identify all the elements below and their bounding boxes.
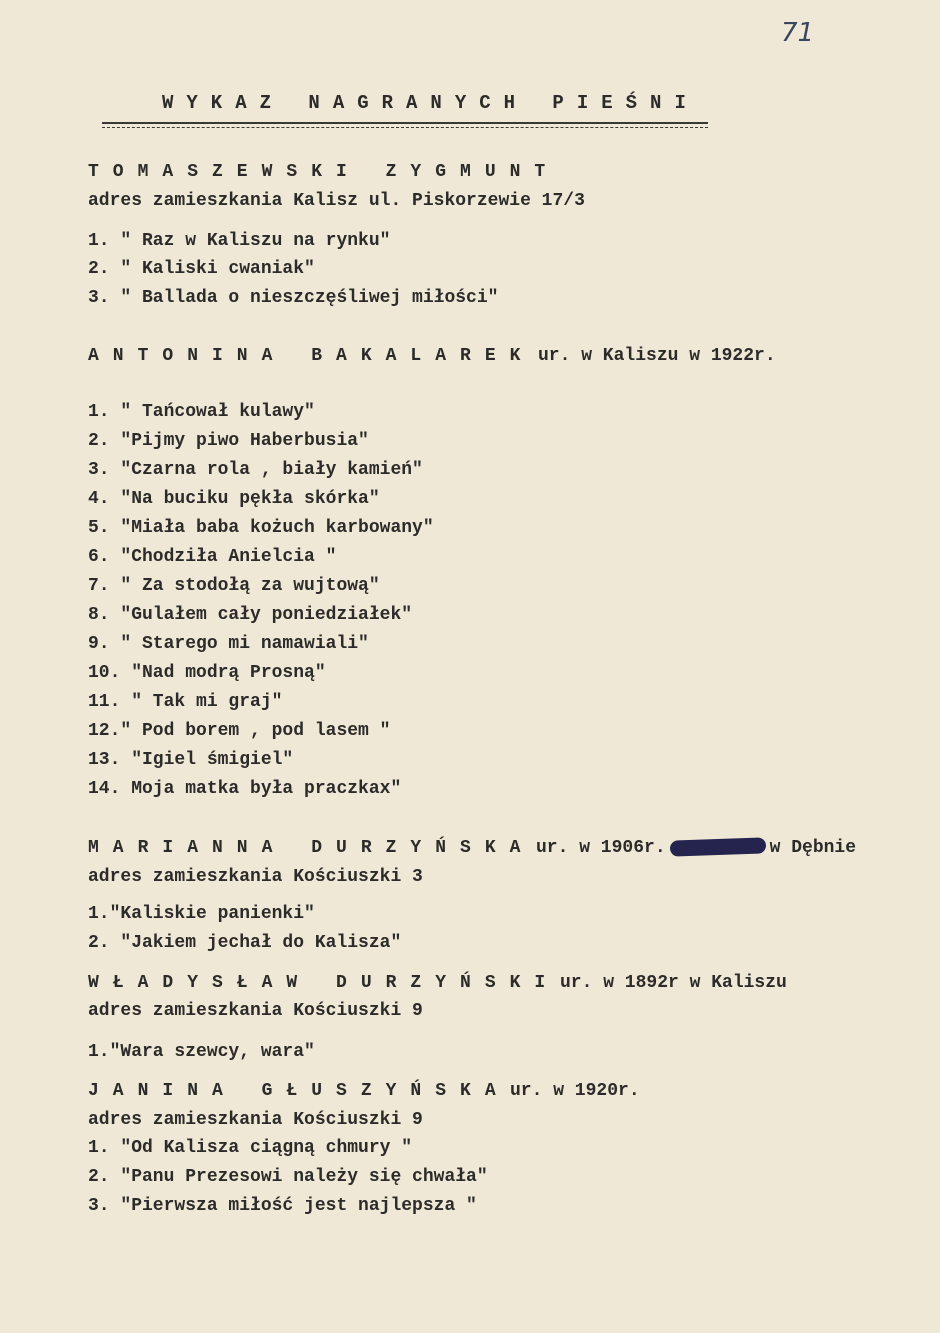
song-item: 13. "Igiel śmigiel": [88, 750, 294, 770]
address-line: adres zamieszkania Kalisz ul. Piskorzewie 17/3: [88, 191, 585, 211]
page-title: WYKAZ NAGRANYCH PIEŚNI: [162, 92, 699, 114]
song-item: 6. "Chodziła Anielcia ": [88, 547, 337, 567]
song-item: 2. "Pijmy piwo Haberbusia": [88, 431, 369, 451]
birth-info: ur. w Kaliszu w 1922r.: [538, 346, 776, 366]
birth-place: w Dębnie: [769, 838, 857, 858]
person-name: JANINA GŁUSZYŃSKA: [88, 1081, 510, 1101]
address-line: adres zamieszkania Kościuszki 9: [88, 1001, 423, 1021]
song-item: 1."Wara szewcy, wara": [88, 1042, 315, 1062]
song-item: 1. " Tańcował kulawy": [88, 402, 315, 422]
song-item: 7. " Za stodołą za wujtową": [88, 576, 380, 596]
song-item: 1. "Od Kalisza ciągną chmury ": [88, 1138, 413, 1158]
song-item: 3. " Ballada o nieszczęśliwej miłości": [88, 288, 499, 308]
birth-info: ur. w 1920r.: [510, 1081, 640, 1101]
birth-info: [536, 837, 856, 859]
song-item: 3. "Czarna rola , biały kamień": [88, 460, 423, 480]
song-item: 8. "Gulałem cały poniedziałek": [88, 605, 413, 625]
song-item: 14. Moja matka była praczkax": [88, 779, 402, 799]
song-item: 2. " Kaliski cwaniak": [88, 259, 315, 279]
song-item: 2. "Panu Prezesowi należy się chwała": [88, 1167, 488, 1187]
birth-year: ur. w 1906r.: [536, 838, 666, 858]
title-underline: [102, 122, 708, 128]
person-name: ANTONINA BAKALAREK: [88, 346, 535, 366]
person-name: WŁADYSŁAW DURZYŃSKI: [88, 973, 560, 993]
address-line: adres zamieszkania Kościuszki 9: [88, 1110, 423, 1130]
song-item: 12." Pod borem , pod lasem ": [88, 721, 391, 741]
song-item: 9. " Starego mi namawiali": [88, 634, 369, 654]
song-item: 1. " Raz w Kaliszu na rynku": [88, 231, 391, 251]
page-number: 71: [781, 18, 815, 48]
song-item: 10. "Nad modrą Prosną": [88, 663, 326, 683]
ink-redaction: [669, 838, 765, 857]
person-name: TOMASZEWSKI ZYGMUNT: [88, 162, 560, 182]
birth-info: ur. w 1892r w Kaliszu: [560, 973, 787, 993]
song-item: 5. "Miała baba kożuch karbowany": [88, 518, 434, 538]
song-item: 4. "Na buciku pękła skórka": [88, 489, 380, 509]
address-line: adres zamieszkania Kościuszki 3: [88, 867, 423, 887]
song-item: 3. "Pierwsza miłość jest najlepsza ": [88, 1196, 477, 1216]
person-name: MARIANNA DURZYŃSKA: [88, 838, 535, 858]
song-item: 1."Kaliskie panienki": [88, 904, 315, 924]
song-item: 11. " Tak mi graj": [88, 692, 283, 712]
song-item: 2. "Jakiem jechał do Kalisza": [88, 933, 402, 953]
